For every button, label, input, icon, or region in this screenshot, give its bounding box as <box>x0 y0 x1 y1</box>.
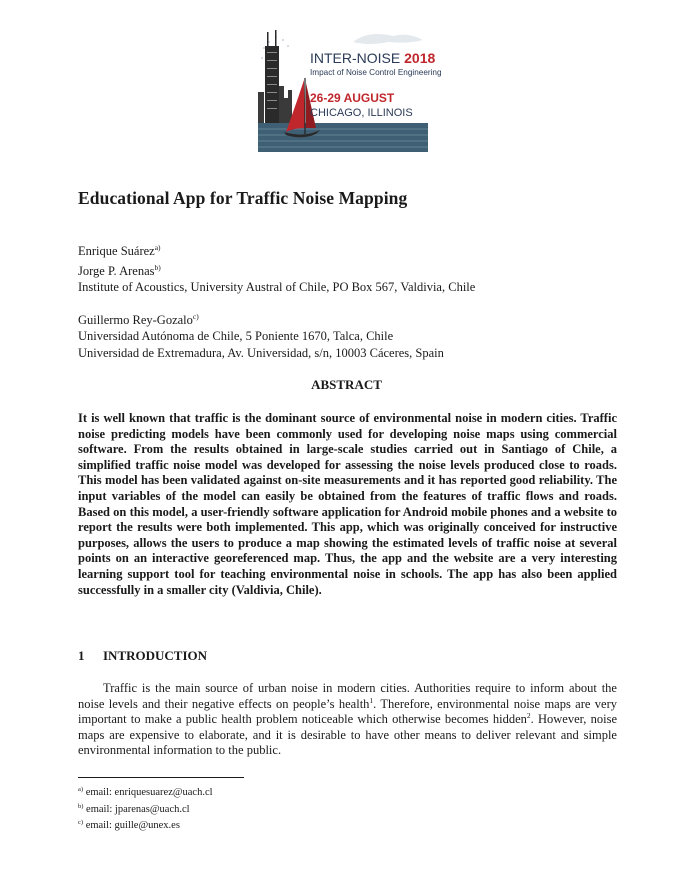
footnote <box>78 783 213 800</box>
affiliation: Universidad Autónoma de Chile, 5 Poniente 1670, Talca, Chile <box>78 329 394 343</box>
author-line <box>78 240 475 260</box>
logo-conference: INTER-NOISE <box>310 50 401 66</box>
citation-ref[interactable]: 1 <box>369 695 374 705</box>
author-mark: b) <box>154 262 161 272</box>
footnote-mark: a) <box>78 786 84 793</box>
conference-logo <box>258 28 442 152</box>
author-mark: a) <box>154 243 161 252</box>
affiliation: Universidad de Extremadura, Av. Universidad, s/n, 10003 Cáceres, Spain <box>78 345 444 360</box>
intro-text: . However, noise maps are expensive to elaborate, and it is desirable to have other means to deliver relevant and simple environmental information to the public. <box>78 712 617 758</box>
footnote-text: email: guille@unex.es <box>83 820 180 831</box>
logo-subtitle: Impact of Noise Control Engineering <box>310 68 442 77</box>
author-line <box>78 309 475 329</box>
author-mark: c) <box>192 311 199 321</box>
paper-title: Educational App for Traffic Noise Mapping <box>78 188 408 208</box>
author-line <box>78 260 475 280</box>
tower-icon <box>265 30 279 124</box>
intro-text: Traffic is the main source of urban noise in modern cities. Authorities require to inform about the noise levels and their negative effects on people’s health <box>78 681 617 711</box>
footnote-mark: b) <box>78 802 84 810</box>
section-title: INTRODUCTION <box>103 648 208 663</box>
logo-conference-name <box>310 50 435 66</box>
intro-paragraph <box>78 681 617 759</box>
author-block <box>78 240 475 361</box>
author-name: Enrique Suárez <box>78 244 155 258</box>
intro-text: . Therefore, environmental noise maps are very important to make a public health problem noticeable which otherwise becomes hidden <box>78 696 617 727</box>
author-name: Jorge P. Arenas <box>78 263 155 278</box>
footnote-divider <box>78 777 244 778</box>
footnote <box>78 800 213 817</box>
logo-dates: 26-29 AUGUST <box>310 91 395 105</box>
footnotes <box>78 783 213 833</box>
abstract-heading: ABSTRACT <box>311 377 382 392</box>
abstract-text: It is well known that traffic is the dominant source of environmental noise in modern cities. Traffic noise predicting models have been commonly used for developing noise maps using commercial software. From the results obtained in large-scale studies carried out in Santiago of Chile, a simplified traffic noise model was developed for assessing the noise levels produced close to roads. This model has been validated against on-site measurements and it has reported good reliability. The input variables of the model can easily be obtained from the features of traffic flows and roads. Based on this model, a user-friendly software application for Android mobile phones and a website to report the results were both implemented. This app, which was originally conceived for instructive purposes, allows the users to produce a map showing the estimated levels of traffic noise at several points on an interactive georeferenced map. Thus, the app and the website are a very interesting learning support tool for teaching environmental noise in schools. The app has also been applied successfully in a smaller city (Valdivia, Chile). <box>78 411 617 597</box>
citation-ref[interactable]: 2 <box>526 711 531 721</box>
logo-location: CHICAGO, ILLINOIS <box>310 107 413 119</box>
affiliation: Institute of Acoustics, University Austral of Chile, PO Box 567, Valdivia, Chile <box>78 280 476 294</box>
footnote-text: email: jparenas@uach.cl <box>83 803 190 815</box>
section-number: 1 <box>78 648 85 663</box>
footnote <box>78 816 213 833</box>
logo-year: 2018 <box>404 50 436 66</box>
author-name: Guillermo Rey-Gozalo <box>78 312 193 327</box>
footnote-text: email: enriquesuarez@uach.cl <box>83 787 213 798</box>
footnote-mark: c) <box>78 819 84 826</box>
section-heading <box>78 648 207 664</box>
